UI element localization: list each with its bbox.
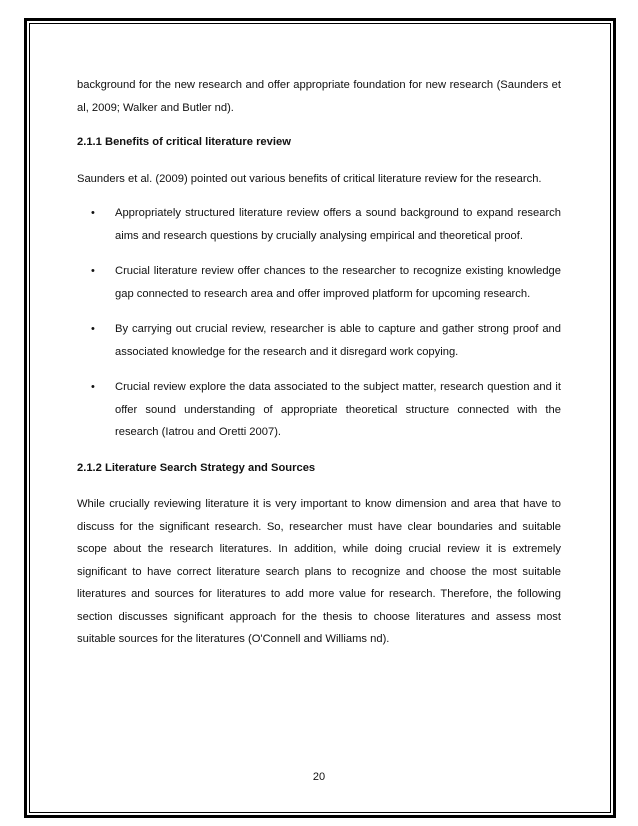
list-item-text: Appropriately structured literature review offers a sound background to expand research aims and research questions by crucially analysing empirical and theoretical proof. (115, 207, 561, 242)
section-heading-search-strategy: 2.1.2 Literature Search Strategy and Sources (77, 461, 316, 474)
list-item (77, 318, 561, 363)
bullet-icon: • (91, 207, 95, 219)
list-item-text: Crucial review explore the data associated to the subject matter, research question and it offer sound understanding of appropriate theoretical structure connected with the research (Iatrou and Oretti 2007). (115, 381, 561, 438)
section-heading-benefits: 2.1.1 Benefits of critical literature review (77, 136, 291, 148)
list-item-text: Crucial literature review offer chances to the researcher to recognize existing knowledge gap connected to research area and offer improved platform for upcoming research. (115, 265, 561, 300)
list-item (77, 260, 561, 305)
bullet-icon: • (91, 381, 95, 393)
benefits-lead-paragraph: Saunders et al. (2009) pointed out various benefits of critical literature review for the research. (77, 172, 542, 185)
list-item (77, 202, 561, 247)
intro-paragraph: background for the new research and offer appropriate foundation for new research (Saunders et al, 2009; Walker and Butler nd). (77, 79, 561, 114)
bullet-icon: • (91, 323, 95, 335)
bullet-icon: • (91, 265, 95, 277)
list-item-text: By carrying out crucial review, researcher is able to capture and gather strong proof and associated knowledge for the research and it disregard work copying. (115, 323, 561, 358)
page-content (77, 74, 561, 651)
page-number: 20 (312, 771, 326, 783)
benefits-list (77, 202, 561, 444)
search-strategy-paragraph: While crucially reviewing literature it is very important to know dimension and area that have to discuss for the significant research. So, researcher must have clear boundaries and suitable scope about the research literatures. In addition, while doing crucial review it is extremely significant to have correct literature search plans to recognize and choose the most suitable literatures and sources for literatures to add more value for research. Therefore, the following section discusses significant approach for the thesis to choose literatures and assess most suitable sources for the literatures (O'Connell and Williams nd). (77, 498, 561, 645)
list-item (77, 376, 561, 444)
